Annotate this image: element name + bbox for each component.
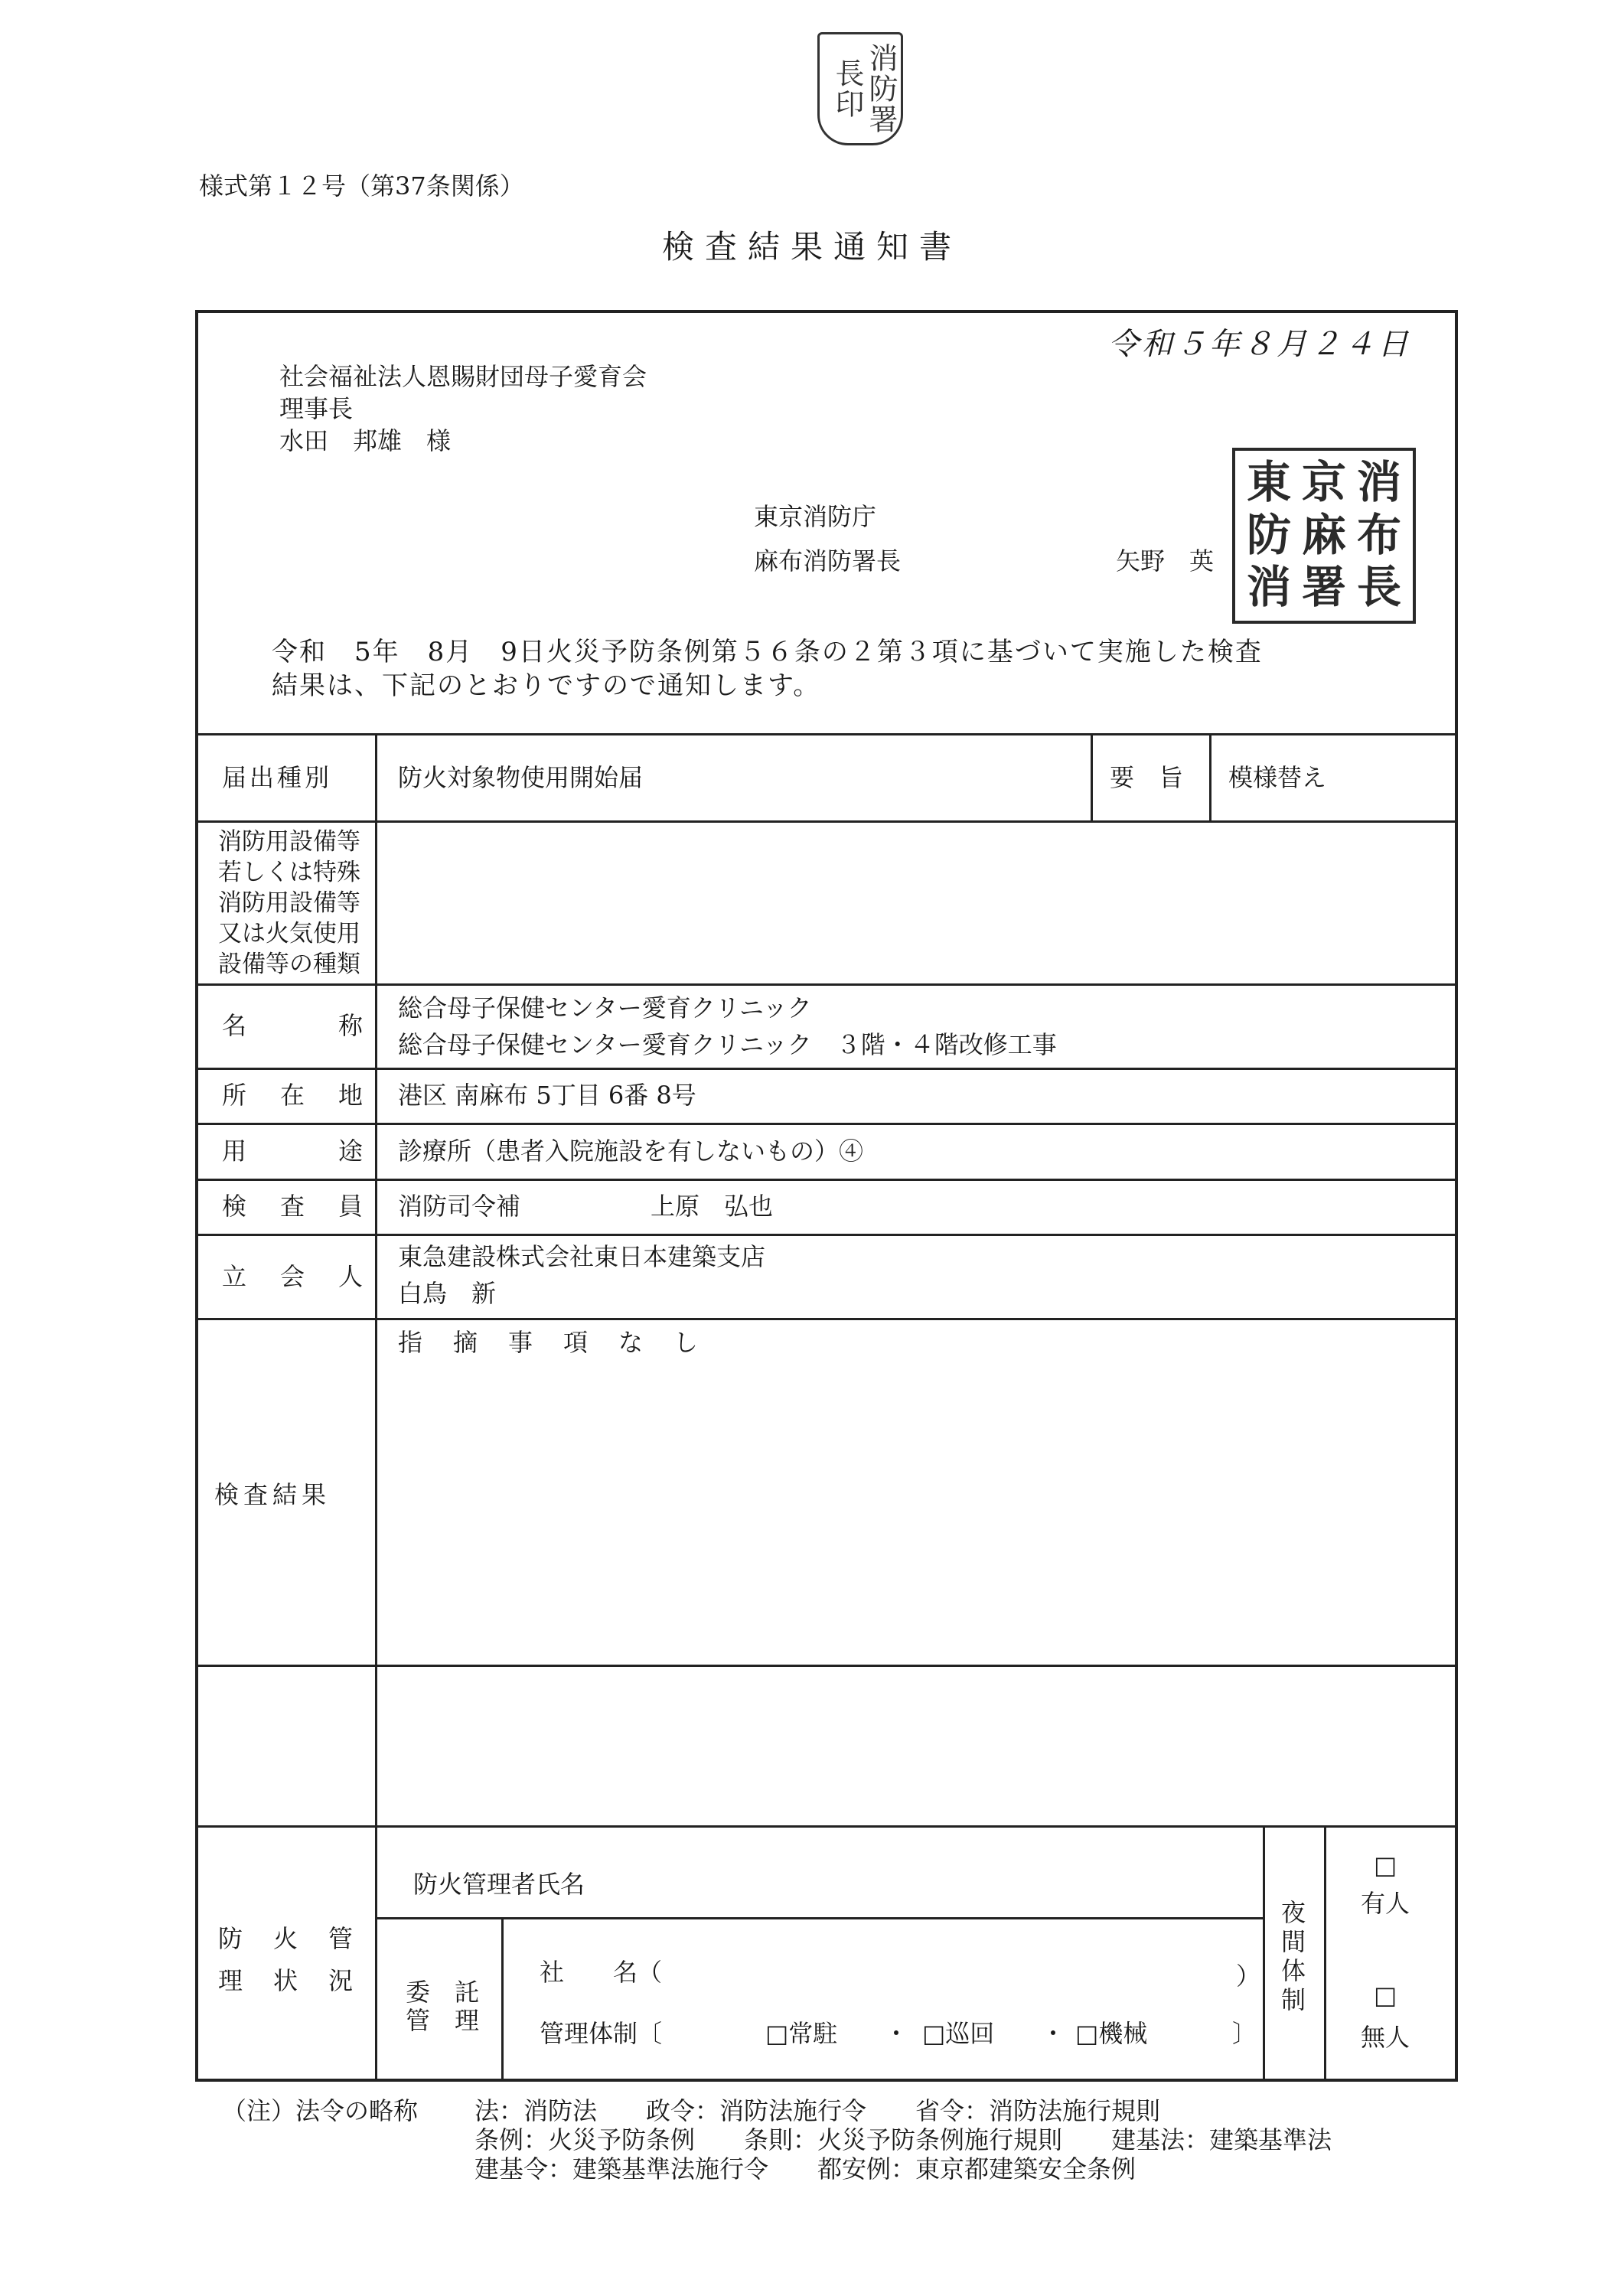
facility-name-value-1: 総合母子保健センター愛育クリニック [398, 993, 812, 1022]
addressee-org: 社会福祉法人恩賜財団母子愛育会 [279, 362, 647, 391]
night-staffed-label: 有人 [1361, 1889, 1410, 1918]
stamp-char: 東 [1246, 456, 1291, 508]
sender-name: 矢野 英 [1116, 546, 1215, 576]
use-value: 診療所（患者入院施設を有しないもの）④ [398, 1137, 864, 1166]
location-label: 所 在 地 [222, 1081, 368, 1110]
notification-type-label: 届出種別 [222, 763, 333, 792]
row-border [195, 983, 1458, 986]
footnote-line-3: 建基令：建築基準法施行令 都安例：東京都建築安全条例 [474, 2154, 1136, 2183]
row-border [195, 1123, 1458, 1125]
gist-divider [1091, 733, 1093, 820]
intro-line-1: 令和 5年 8月 9日火災予防条例第５６条の２第３項に基づいて実施した検査 [272, 637, 1263, 667]
inspector-name: 上原 弘也 [651, 1192, 774, 1221]
location-value: 港区 南麻布 5丁目 6番 8号 [398, 1081, 696, 1110]
row-border [195, 1825, 1458, 1828]
fire-management-label-2: 理 状 況 [218, 1966, 357, 1995]
footnote-prefix: （注）法令の略称 [222, 2096, 419, 2125]
fire-management-label-1: 防 火 管 [218, 1924, 357, 1953]
use-label: 用 途 [222, 1137, 368, 1166]
table-top-border [195, 733, 1458, 735]
fire-manager-name-label: 防火管理者氏名 [413, 1870, 585, 1899]
intro-text [272, 635, 1427, 703]
inspector-rank: 消防司令補 [398, 1192, 521, 1221]
sender-title: 麻布消防署長 [754, 546, 902, 576]
night-system-label: 夜間体制 [1281, 1898, 1306, 2014]
inspection-result-label: 検査結果 [214, 1480, 331, 1509]
witness-value-2: 白鳥 新 [398, 1279, 497, 1308]
addressee-name: 水田 邦雄 様 [279, 426, 452, 455]
option-resident[interactable]: □常駐 [765, 2019, 838, 2048]
option-separator: ・ [884, 2019, 909, 2048]
row-border [195, 1234, 1458, 1236]
entrust-label-1: 委 託 [406, 1978, 480, 2007]
row-border [195, 1665, 1458, 1667]
option-patrol[interactable]: □巡回 [922, 2019, 995, 2048]
form-number: 様式第１２号（第37条関係） [199, 171, 524, 201]
stamp-char: 消 [1246, 561, 1291, 614]
row-border [375, 1917, 1263, 1919]
stamp-char: 長 [1356, 561, 1401, 614]
equipment-label: 消防用設備等若しくは特殊消防用設備等又は火気使用設備等の種類 [218, 828, 360, 978]
footnote-line-2: 条例：火災予防条例 条則：火災予防条例施行規則 建基法：建築基準法 [474, 2125, 1332, 2154]
night-unstaffed-checkbox[interactable]: □ [1374, 1981, 1397, 2010]
night-divider [1263, 1825, 1265, 2082]
stamp-char: 麻 [1301, 508, 1346, 561]
footnote-line-1: 法：消防法 政令：消防法施行令 省令：消防法施行規則 [474, 2096, 1161, 2125]
option-machine[interactable]: □機械 [1075, 2019, 1148, 2048]
gist-value: 模様替え [1228, 763, 1327, 792]
stamp-char: 消 [1356, 456, 1401, 508]
stamp-char: 防 [1246, 508, 1291, 561]
company-name-close: ） [1236, 1962, 1261, 1991]
sender-agency: 東京消防庁 [754, 502, 877, 531]
seal-top: 消防署長印 [817, 32, 903, 145]
facility-name-label: 名 称 [222, 1011, 368, 1040]
inspection-result-value: 指 摘 事 項 な し [398, 1328, 702, 1357]
gist-label: 要 旨 [1110, 763, 1184, 792]
gist-divider [1209, 733, 1211, 820]
night-unstaffed-label: 無人 [1361, 2023, 1410, 2052]
entrust-label-2: 管 理 [406, 2006, 480, 2035]
facility-name-value-2: 総合母子保健センター愛育クリニック ３階・４階改修工事 [398, 1030, 1057, 1059]
company-name-label: 社 名（ [540, 1958, 663, 1987]
night-divider [1324, 1825, 1326, 2082]
management-system-label: 管理体制〔 [540, 2019, 663, 2048]
issue-date: 令和５年８月２４日 [1108, 327, 1411, 362]
management-system-close: 〕 [1232, 2019, 1257, 2048]
option-separator: ・ [1041, 2019, 1066, 2048]
night-staffed-checkbox[interactable]: □ [1374, 1851, 1397, 1880]
addressee-role: 理事長 [279, 394, 354, 423]
row-border [195, 1318, 1458, 1320]
notification-type-value: 防火対象物使用開始届 [398, 763, 644, 792]
witness-value-1: 東急建設株式会社東日本建築支店 [398, 1242, 766, 1271]
label-column-divider [375, 733, 377, 2082]
document-title: 検査結果通知書 [661, 228, 962, 266]
intro-line-2: 結果は、下記のとおりですので通知します。 [272, 670, 821, 701]
row-border [195, 1068, 1458, 1070]
inspector-label: 検 査 員 [222, 1192, 368, 1221]
entrust-divider [501, 1917, 504, 2082]
row-border [195, 1179, 1458, 1181]
witness-label: 立 会 人 [222, 1262, 368, 1291]
stamp-char: 京 [1301, 456, 1346, 508]
stamp-char: 署 [1301, 561, 1346, 614]
official-stamp [1232, 448, 1416, 624]
stamp-char: 布 [1356, 508, 1401, 561]
row-border [195, 820, 1458, 823]
